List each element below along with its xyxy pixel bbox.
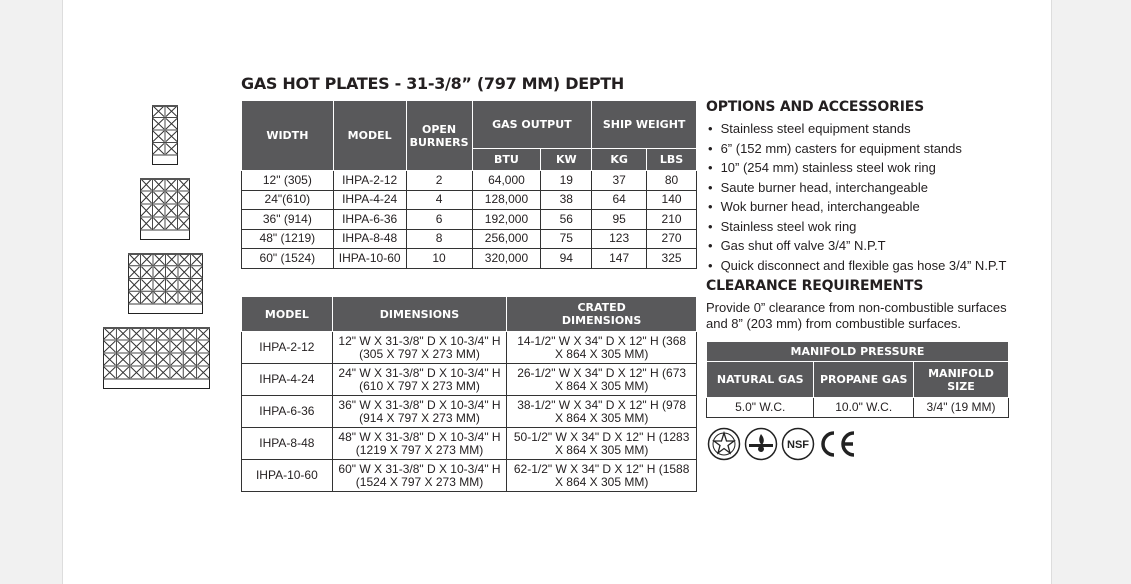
crated-line-2: X 864 X 305 MM)	[554, 442, 649, 457]
crated-line-1: 14-1/2" W X 34" D X 12" H (368	[517, 333, 687, 348]
table-row	[242, 249, 697, 269]
crated-line-1: 50-1/2" W X 34" D X 12" H (1283	[513, 429, 690, 444]
cell-model: IHPA-10-60	[333, 249, 406, 269]
cell-dimensions	[332, 364, 507, 396]
header-model: MODEL	[242, 297, 333, 332]
header-crated-dimensions: CRATED DIMENSIONS	[507, 297, 697, 332]
clearance-text: Provide 0” clearance from non-combustible surfaces and 8” (203 mm) from combustible surfaces.	[706, 300, 1007, 331]
cell-kw: 38	[541, 190, 592, 210]
cell-btu: 64,000	[472, 171, 541, 191]
table-row	[242, 171, 697, 191]
cell-kg: 64	[592, 190, 647, 210]
table-row	[242, 428, 697, 460]
cell-kw: 19	[541, 171, 592, 191]
crated-line-1: 62-1/2" W X 34" D X 12" H (1588	[513, 461, 690, 476]
manifold-title: MANIFOLD PRESSURE	[707, 342, 1009, 362]
hot-plate-8-burner-icon	[103, 327, 210, 389]
page-title: GAS HOT PLATES - 31-3/8” (797 MM) DEPTH	[241, 74, 624, 93]
certification-logos	[707, 427, 858, 461]
cell-lbs: 210	[647, 210, 697, 230]
cell-kw: 75	[541, 229, 592, 249]
cell-kw: 94	[541, 249, 592, 269]
cell-kg: 37	[592, 171, 647, 191]
cell-btu: 320,000	[472, 249, 541, 269]
header-model: MODEL	[333, 101, 406, 171]
cell-kg: 147	[592, 249, 647, 269]
header-gas-output: GAS OUTPUT	[472, 101, 592, 149]
manifold-pressure-table	[706, 341, 1009, 418]
cell-width: 60" (1524)	[242, 249, 334, 269]
table-row	[242, 364, 697, 396]
cell-crated-dimensions	[507, 332, 697, 364]
cell-dimensions	[332, 428, 507, 460]
hot-plate-2-burner-icon	[152, 105, 178, 165]
header-kw: KW	[541, 149, 592, 171]
table-row	[242, 210, 697, 230]
dimensions-inches: 24" W X 31-3/8" D X 10-3/4" H	[338, 365, 501, 380]
options-list	[708, 119, 1006, 275]
cell-model: IHPA-10-60	[242, 460, 333, 492]
svg-text:NSF: NSF	[787, 439, 809, 451]
header-burners: OPEN BURNERS	[406, 101, 472, 171]
hot-plate-6-burner-icon	[128, 253, 203, 314]
option-item: • Stainless steel equipment stands	[708, 119, 1006, 139]
options-heading: OPTIONS AND ACCESSORIES	[706, 99, 924, 115]
header-natural-gas: NATURAL GAS	[707, 362, 814, 398]
dimensions-inches: 36" W X 31-3/8" D X 10-3/4" H	[338, 397, 501, 412]
spec-table	[241, 100, 697, 269]
header-kg: KG	[592, 149, 647, 171]
cell-model: IHPA-8-48	[333, 229, 406, 249]
cell-width: 12" (305)	[242, 171, 334, 191]
header-ship-weight: SHIP WEIGHT	[592, 101, 697, 149]
cell-kw: 56	[541, 210, 592, 230]
nsf-logo-icon	[781, 427, 815, 461]
cell-burners: 8	[406, 229, 472, 249]
dimensions-mm: (1219 X 797 X 273 MM)	[355, 442, 484, 457]
manifold-size-value: 3/4" (19 MM)	[913, 398, 1008, 418]
cell-width: 24"(610)	[242, 190, 334, 210]
dimensions-mm: (305 X 797 X 273 MM)	[359, 346, 480, 361]
dimensions-inches: 48" W X 31-3/8" D X 10-3/4" H	[338, 429, 501, 444]
crated-line-2: X 864 X 305 MM)	[554, 378, 649, 393]
option-item: • Saute burner head, interchangeable	[708, 178, 1006, 198]
ce-mark-icon	[818, 429, 858, 459]
header-btu: BTU	[472, 149, 541, 171]
cell-btu: 256,000	[472, 229, 541, 249]
cell-crated-dimensions	[507, 364, 697, 396]
cell-burners: 10	[406, 249, 472, 269]
cell-model: IHPA-6-36	[242, 396, 333, 428]
header-manifold-size: MANIFOLD SIZE	[913, 362, 1008, 398]
cell-lbs: 140	[647, 190, 697, 210]
crated-line-2: X 864 X 305 MM)	[554, 346, 649, 361]
crated-line-1: 38-1/2" W X 34" D X 12" H (978	[517, 397, 687, 412]
cell-dimensions	[332, 460, 507, 492]
dimensions-mm: (610 X 797 X 273 MM)	[359, 378, 480, 393]
hot-plate-4-burner-icon	[140, 178, 190, 240]
table-row	[242, 229, 697, 249]
dimensions-mm: (914 X 797 X 273 MM)	[359, 410, 480, 425]
table-row	[242, 332, 697, 364]
crated-line-2: X 864 X 305 MM)	[554, 410, 649, 425]
cell-lbs: 80	[647, 171, 697, 191]
cell-lbs: 325	[647, 249, 697, 269]
option-item: • Stainless steel wok ring	[708, 217, 1006, 237]
cell-crated-dimensions	[507, 460, 697, 492]
gas-certification-logo-icon	[744, 427, 778, 461]
cell-model: IHPA-6-36	[333, 210, 406, 230]
cell-model: IHPA-2-12	[242, 332, 333, 364]
cell-model: IHPA-4-24	[333, 190, 406, 210]
header-propane-gas: PROPANE GAS	[814, 362, 914, 398]
option-item: • 10” (254 mm) stainless steel wok ring	[708, 158, 1006, 178]
cell-lbs: 270	[647, 229, 697, 249]
option-item: • Gas shut off valve 3/4” N.P.T	[708, 236, 1006, 256]
crated-line-1: 26-1/2" W X 34" D X 12" H (673	[517, 365, 687, 380]
cell-model: IHPA-8-48	[242, 428, 333, 460]
cell-crated-dimensions	[507, 396, 697, 428]
cell-width: 48" (1219)	[242, 229, 334, 249]
propane-gas-value: 10.0" W.C.	[814, 398, 914, 418]
table-row	[242, 460, 697, 492]
dimensions-table	[241, 296, 697, 492]
cell-btu: 192,000	[472, 210, 541, 230]
cell-dimensions	[332, 332, 507, 364]
table-row	[242, 396, 697, 428]
cell-kg: 123	[592, 229, 647, 249]
clearance-heading: CLEARANCE REQUIREMENTS	[706, 278, 924, 294]
option-item: • 6” (152 mm) casters for equipment stands	[708, 139, 1006, 159]
cell-burners: 6	[406, 210, 472, 230]
option-item: • Wok burner head, interchangeable	[708, 197, 1006, 217]
cell-model: IHPA-4-24	[242, 364, 333, 396]
natural-gas-value: 5.0" W.C.	[707, 398, 814, 418]
header-lbs: LBS	[647, 149, 697, 171]
star-certification-logo-icon	[707, 427, 741, 461]
header-dimensions: DIMENSIONS	[332, 297, 507, 332]
cell-width: 36" (914)	[242, 210, 334, 230]
table-row	[242, 190, 697, 210]
cell-btu: 128,000	[472, 190, 541, 210]
crated-line-2: X 864 X 305 MM)	[554, 474, 649, 489]
dimensions-inches: 60" W X 31-3/8" D X 10-3/4" H	[338, 461, 501, 476]
dimensions-mm: (1524 X 797 X 273 MM)	[355, 474, 484, 489]
cell-kg: 95	[592, 210, 647, 230]
cell-dimensions	[332, 396, 507, 428]
cell-burners: 4	[406, 190, 472, 210]
cell-crated-dimensions	[507, 428, 697, 460]
dimensions-inches: 12" W X 31-3/8" D X 10-3/4" H	[338, 333, 501, 348]
header-width: WIDTH	[242, 101, 334, 171]
cell-burners: 2	[406, 171, 472, 191]
option-item: • Quick disconnect and flexible gas hose 3/4” N.P.T	[708, 256, 1006, 276]
cell-model: IHPA-2-12	[333, 171, 406, 191]
